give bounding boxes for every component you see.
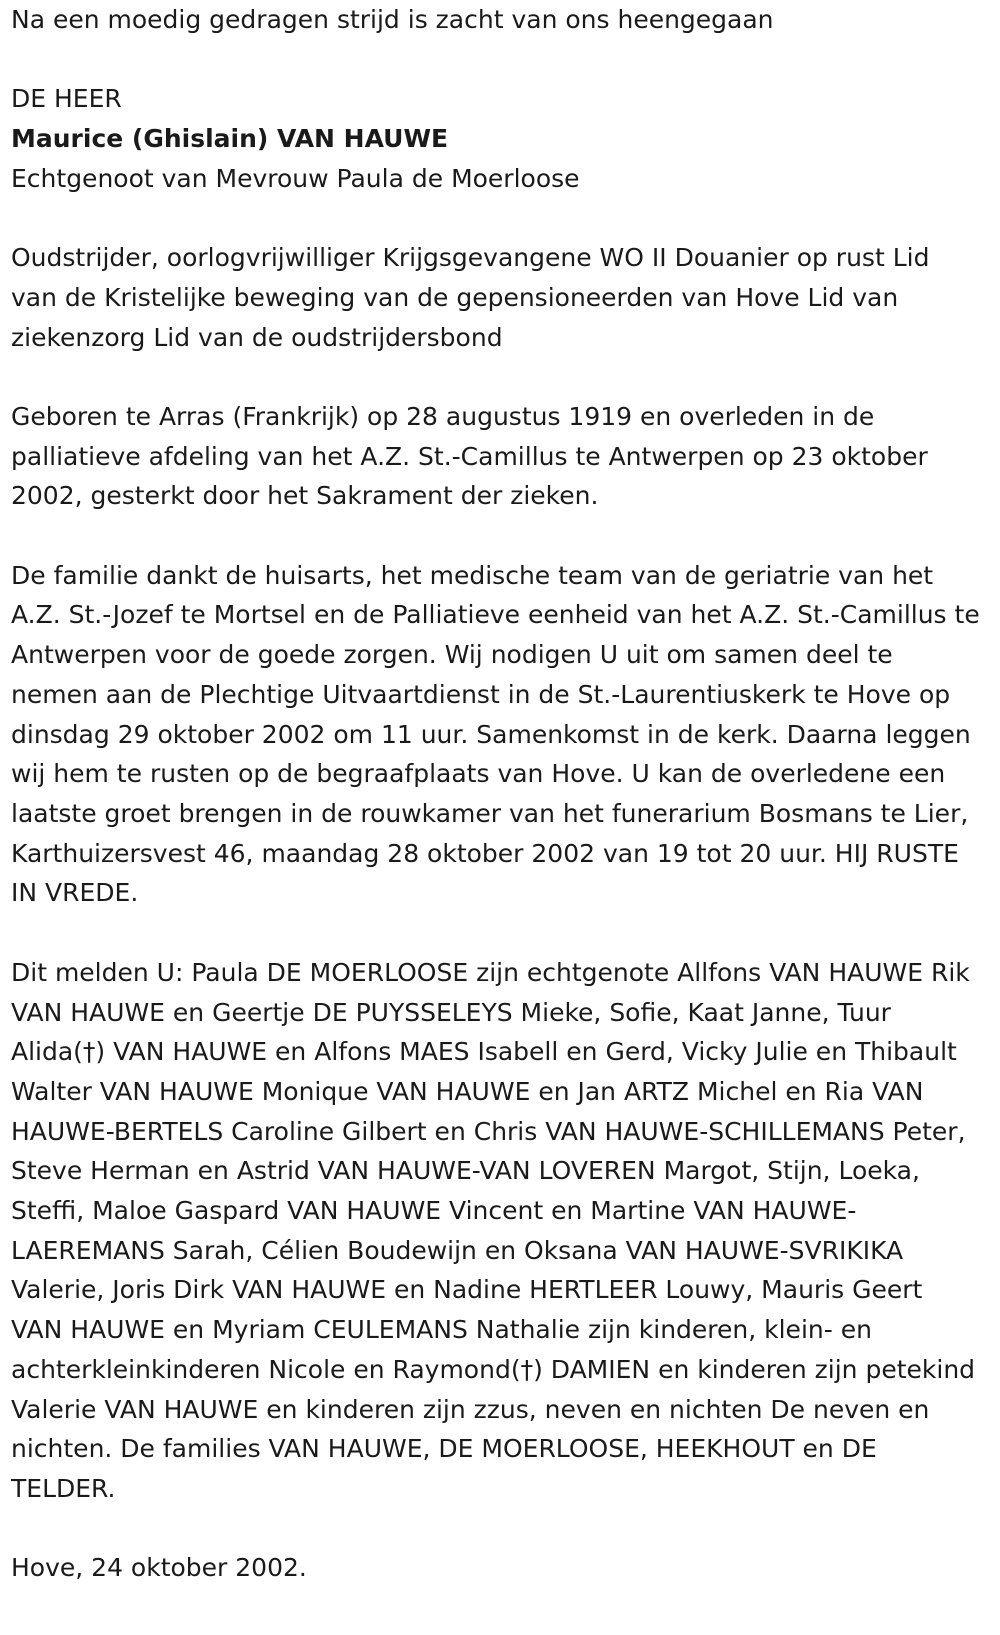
spacer [11, 40, 980, 80]
family-paragraph: Dit melden U: Paula DE MOERLOOSE zijn echtgenote Allfons VAN HAUWE Rik VAN HAUWE en Geertje DE PUYSSELEYS Mieke, Sofie, Kaat Janne, Tuur Alida(†) VAN HAUWE en Alfons MAES Isabell en Gerd, Vicky Julie en Thibault Walter VAN HAUWE Monique VAN HAUWE en Jan ARTZ Michel en Ria VAN HAUWE-BERTELS Caroline Gilbert en Chris VAN HAUWE-SCHILLEMANS Peter, Steve Herman en Astrid VAN HAUWE-VAN LOVEREN Margot, Stijn, Loeka, Steffi, Maloe Gaspard VAN HAUWE Vincent en Martine VAN HAUWE-LAEREMANS Sarah, Célien Boudewijn en Oksana VAN HAUWE-SVRIKIKA Valerie, Joris Dirk VAN HAUWE en Nadine HERTLEER Louwy, Mauris Geert VAN HAUWE en Myriam CEULEMANS Nathalie zijn kinderen, klein- en achterkleinkinderen Nicole en Raymond(†) DAMIEN en kinderen zijn petekind Valerie VAN HAUWE en kinderen zijn zzus, neven en nichten De neven en nichten. De families VAN HAUWE, DE MOERLOOSE, HEEKHOUT en DE TELDER. [11, 957, 976, 1503]
spacer [11, 199, 980, 239]
spacer [11, 1509, 980, 1549]
spacer [11, 357, 980, 397]
spacer [11, 516, 980, 556]
deceased-name: Maurice (Ghislain) VAN HAUWE [11, 124, 449, 154]
honorific: DE HEER [11, 84, 122, 114]
funeral-paragraph: De familie dankt de huisarts, het medische team van de geriatrie van het A.Z. St.-Jozef te Mortsel en de Palliatieve eenheid van het A.Z. St.-Camillus te Antwerpen voor de goede zorgen. Wij nodigen U uit om samen deel te nemen aan de Plechtige Uitvaartdienst in de St.-Laurentiuskerk te Hove op dinsdag 29 oktober 2002 om 11 uur. Samenkomst in de kerk. Daarna leggen wij hem te rusten op de begraafplaats van Hove. U kan de overledene een laatste groet brengen in de rouwkamer van het funerarium Bosmans te Lier, Karthuizersvest 46, maandag 28 oktober 2002 van 19 tot 20 uur. HIJ RUSTE IN VREDE. [11, 560, 980, 908]
intro-text: Na een moedig gedragen strijd is zacht van ons heengegaan [11, 5, 774, 34]
spouse-line: Echtgenoot van Mevrouw Paula de Moerloose [11, 163, 580, 193]
birth-death-paragraph: Geboren te Arras (Frankrijk) op 28 augustus 1919 en overleden in de palliatieve afdeling van het A.Z. St.-Camillus te Antwerpen op 23 oktober 2002, gesterkt door het Sakrament der zieken. [11, 401, 928, 511]
functions-paragraph: Oudstrijder, oorlogvrijwilliger Krijgsgevangene WO II Douanier op rust Lid van de Kristelijke beweging van de gepensioneerden van Hove Lid van ziekenzorg Lid van de oudstrijdersbond [11, 243, 930, 352]
place-date: Hove, 24 oktober 2002. [11, 1553, 307, 1583]
spacer [11, 913, 980, 953]
